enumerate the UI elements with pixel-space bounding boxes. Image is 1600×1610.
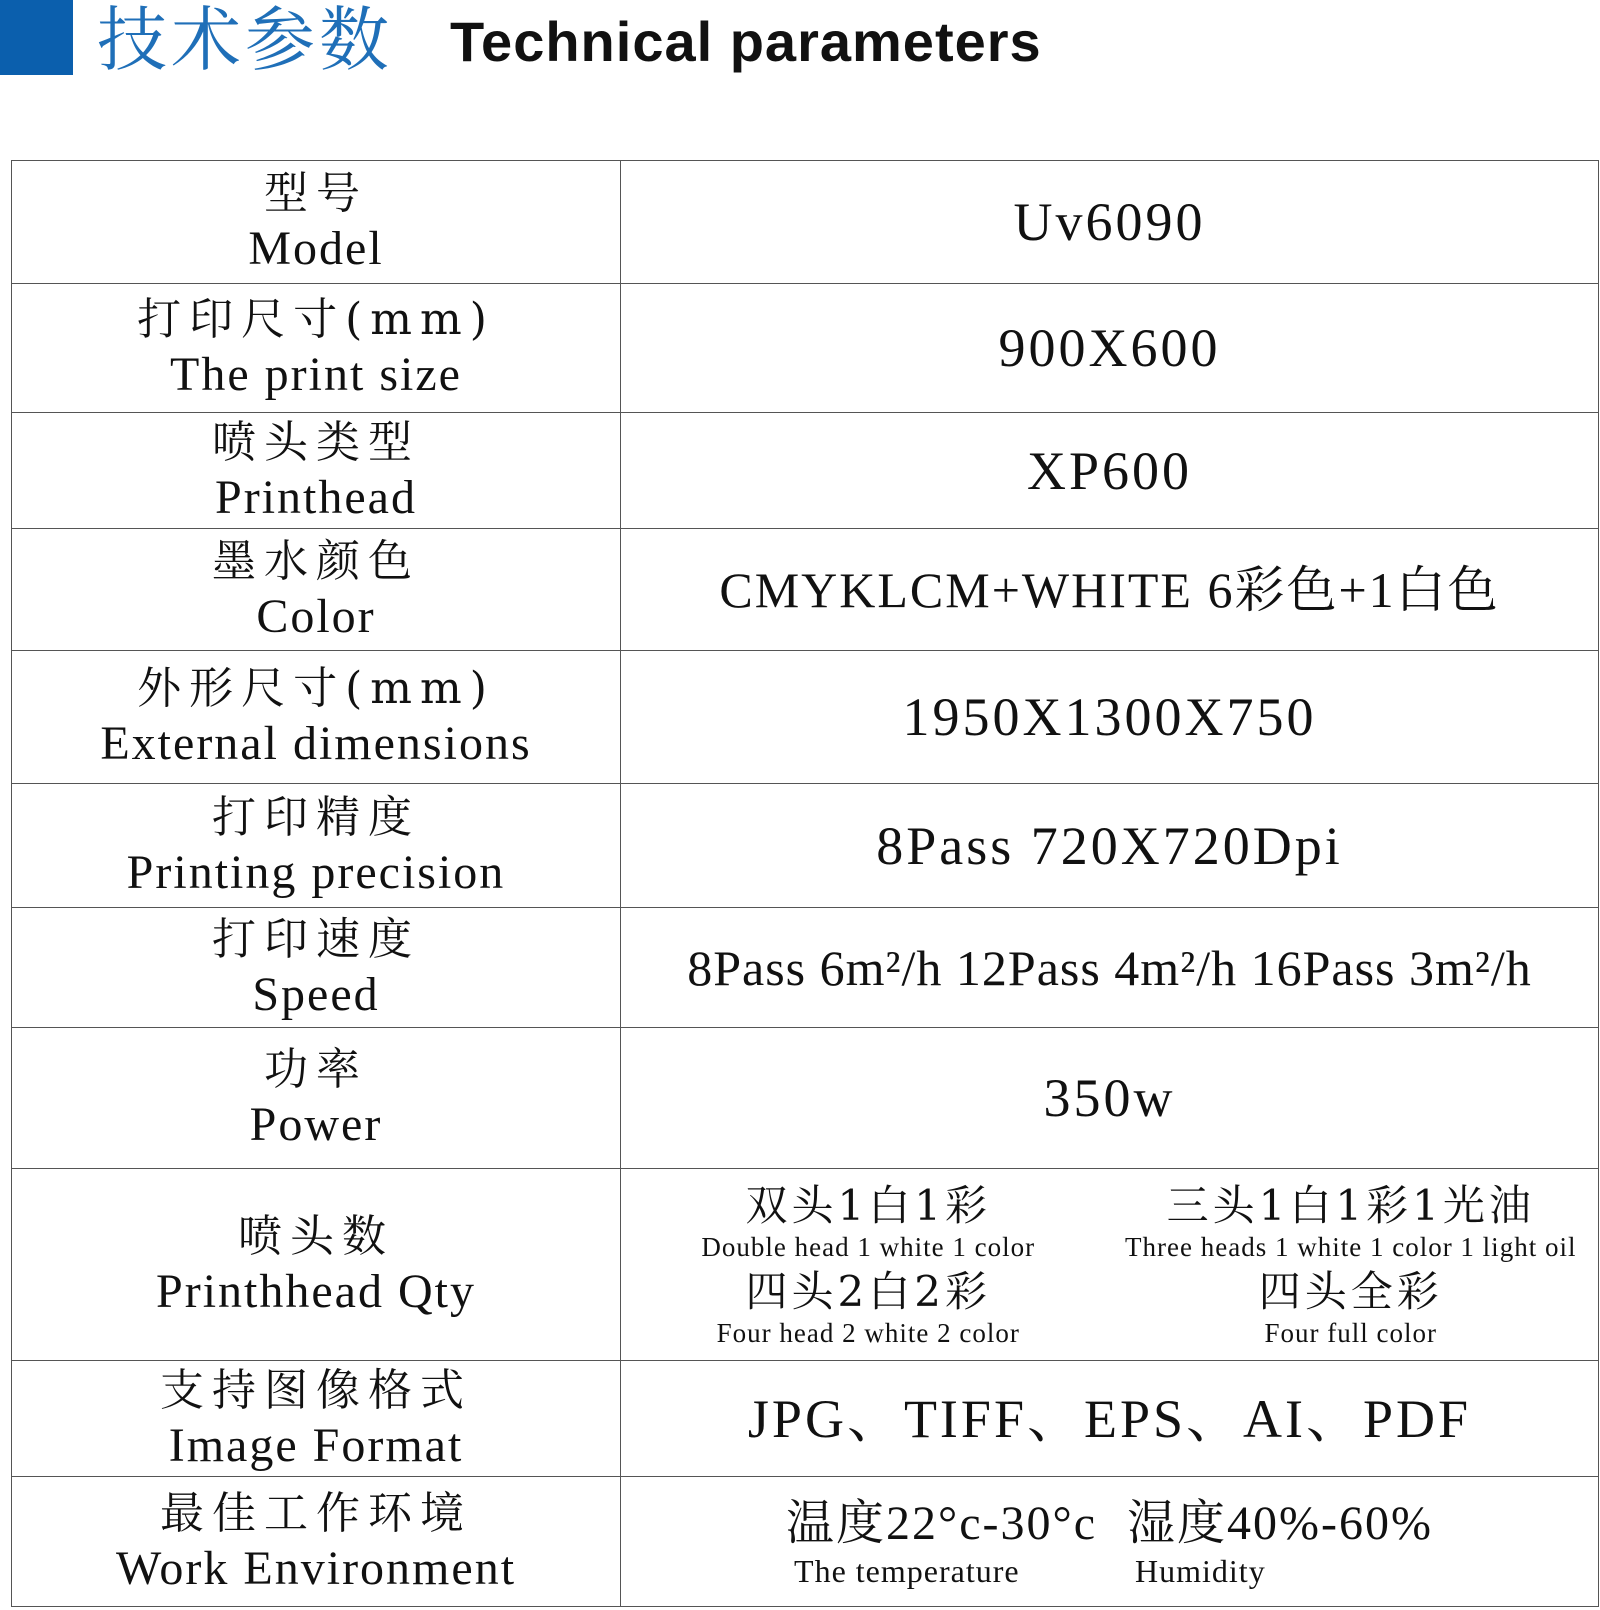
label-cn: 墨水颜色 <box>212 535 420 587</box>
qty-option-en: Four full color <box>1264 1317 1437 1348</box>
label-cell <box>12 529 621 651</box>
label-cell <box>12 161 621 284</box>
value-cell <box>621 1477 1599 1607</box>
label-cell <box>12 784 621 908</box>
value-text: 350w <box>1043 1068 1176 1128</box>
env-temperature <box>786 1495 1097 1589</box>
label-cn: 最佳工作环境 <box>160 1487 472 1539</box>
printhead-qty-options <box>621 1181 1598 1349</box>
label-en: External dimensions <box>100 717 532 770</box>
table-row-work-environment <box>12 1477 1599 1607</box>
label-cn: 型号 <box>264 168 368 219</box>
qty-option <box>1110 1267 1593 1349</box>
qty-option-cn: 双头1白1彩 <box>745 1180 991 1230</box>
page-title-en: Technical parameters <box>450 10 1042 73</box>
qty-option-en: Four head 2 white 2 color <box>716 1317 1020 1348</box>
label-cn: 打印尺寸(mm) <box>137 294 495 345</box>
label-cn: 喷头数 <box>238 1210 394 1262</box>
label-en: Power <box>249 1098 383 1151</box>
value-cell <box>621 1169 1599 1361</box>
qty-option-cn: 四头全彩 <box>1258 1266 1443 1316</box>
table-row-model <box>12 161 1599 284</box>
value-text: JPG、TIFF、EPS、AI、PDF <box>747 1388 1472 1449</box>
label-cn: 功率 <box>264 1044 368 1095</box>
label-cn: 喷头类型 <box>212 416 420 468</box>
label-cell <box>12 651 621 784</box>
value-cell <box>621 529 1599 651</box>
label-cell <box>12 1169 621 1361</box>
value-cell <box>621 908 1599 1028</box>
env-temperature-label: The temperature <box>794 1552 1020 1589</box>
label-cn: 打印速度 <box>212 913 420 965</box>
qty-option <box>1110 1181 1593 1263</box>
table-row-external-dimensions <box>12 651 1599 784</box>
label-en: Printhhead Qty <box>156 1264 476 1318</box>
table-row-power <box>12 1028 1599 1169</box>
table-row-speed <box>12 908 1599 1028</box>
value-text: Uv6090 <box>1013 192 1206 252</box>
value-cell <box>621 1361 1599 1477</box>
value-cell <box>621 284 1599 413</box>
label-cell <box>12 1028 621 1169</box>
environment-values <box>621 1495 1598 1589</box>
page-title-cn: 技术参数 <box>97 0 393 81</box>
table-row-image-format <box>12 1361 1599 1477</box>
label-en: Printing precision <box>126 845 506 899</box>
label-en: Model <box>248 222 384 275</box>
value-cell <box>621 161 1599 284</box>
spec-table <box>11 160 1599 1607</box>
value-text: 900X600 <box>998 318 1221 378</box>
label-cell <box>12 1361 621 1477</box>
label-en: Color <box>256 589 376 643</box>
label-en: Speed <box>252 967 380 1021</box>
label-cn: 打印精度 <box>212 791 420 843</box>
label-cn: 支持图像格式 <box>160 1364 472 1416</box>
label-en: The print size <box>170 348 462 401</box>
value-text: XP600 <box>1026 440 1193 501</box>
label-cell <box>12 908 621 1028</box>
qty-option <box>627 1267 1110 1349</box>
label-en: Work Environment <box>115 1541 517 1595</box>
label-cell <box>12 1477 621 1607</box>
env-humidity <box>1127 1495 1433 1589</box>
table-row-print-size <box>12 284 1599 413</box>
qty-option-en: Double head 1 white 1 color <box>701 1231 1036 1262</box>
table-row-printing-precision <box>12 784 1599 908</box>
value-cell <box>621 1028 1599 1169</box>
value-cell <box>621 413 1599 529</box>
label-cell <box>12 413 621 529</box>
value-text: CMYKLCM+WHITE 6彩色+1白色 <box>719 561 1500 618</box>
header <box>0 0 1600 80</box>
qty-option <box>627 1181 1110 1263</box>
table-row-printhead <box>12 413 1599 529</box>
title-accent-block <box>0 0 73 75</box>
env-humidity-label: Humidity <box>1135 1552 1266 1589</box>
qty-option-cn: 四头2白2彩 <box>745 1266 991 1316</box>
label-cell <box>12 284 621 413</box>
env-temperature-value: 温度22°c-30°c <box>786 1496 1098 1550</box>
value-cell <box>621 784 1599 908</box>
value-text: 8Pass 6m²/h 12Pass 4m²/h 16Pass 3m²/h <box>687 939 1532 996</box>
label-en: Image Format <box>168 1418 464 1472</box>
env-humidity-value: 湿度40%-60% <box>1127 1496 1433 1550</box>
value-cell <box>621 651 1599 784</box>
label-en: Printhead <box>215 470 417 524</box>
table-row-color <box>12 529 1599 651</box>
value-text: 1950X1300X750 <box>902 687 1317 747</box>
table-row-printhead-qty <box>12 1169 1599 1361</box>
value-text: 8Pass 720X720Dpi <box>876 815 1343 876</box>
qty-option-en: Three heads 1 white 1 color 1 light oil <box>1125 1231 1577 1262</box>
label-cn: 外形尺寸(mm) <box>137 663 495 714</box>
qty-option-cn: 三头1白1彩1光油 <box>1166 1180 1535 1230</box>
